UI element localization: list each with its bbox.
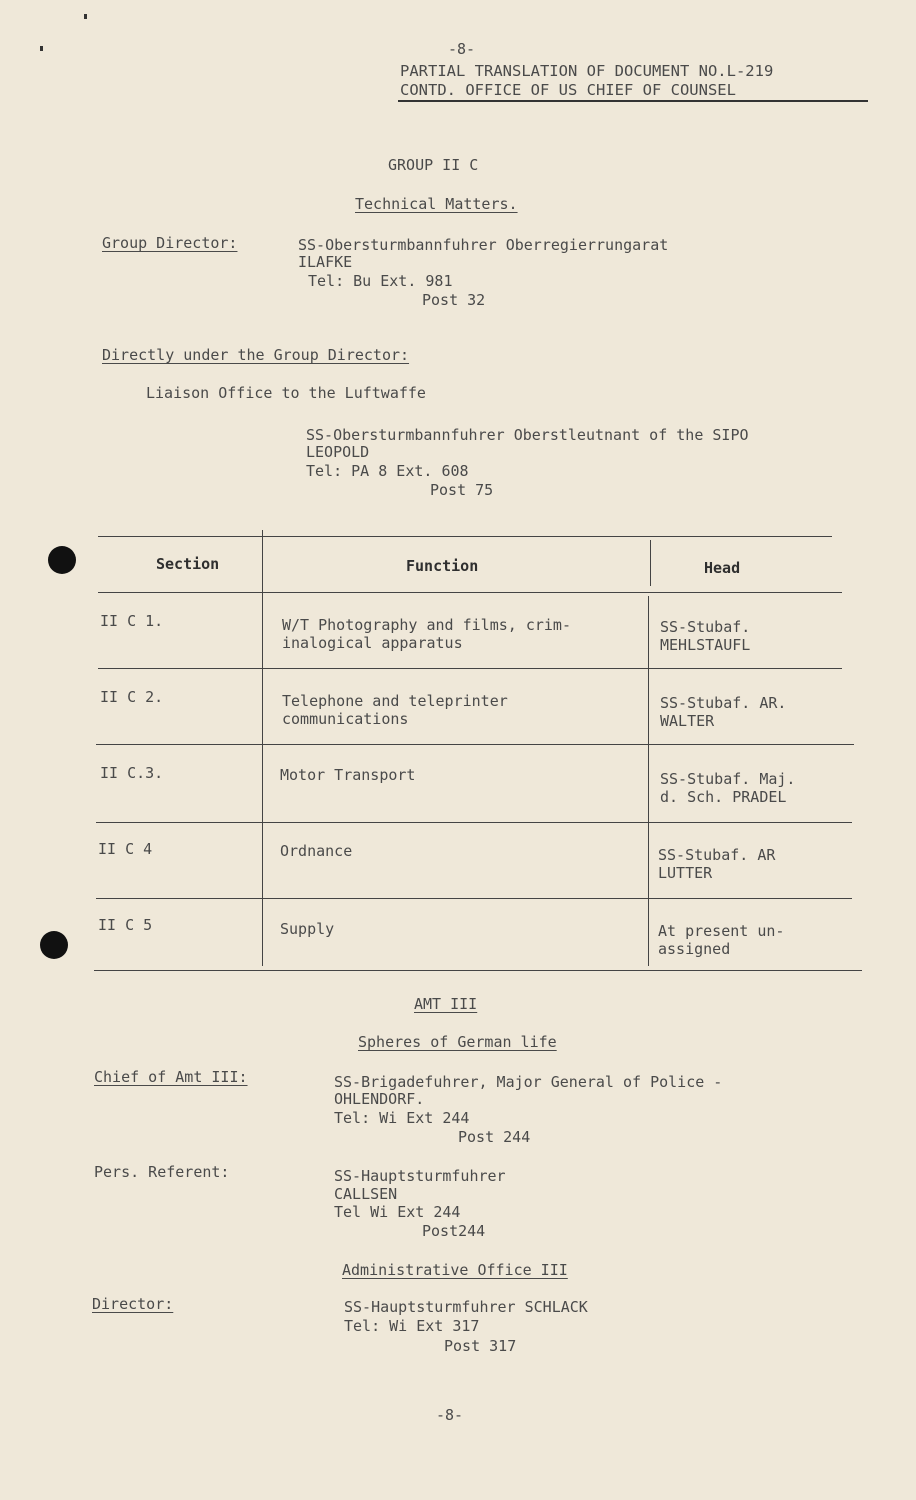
row-section: II C 1. <box>100 612 164 630</box>
header-page-number: -8- <box>448 40 476 58</box>
row-head: At present un- <box>658 922 785 940</box>
group-title: GROUP II C <box>388 156 479 174</box>
row-section: II C 4 <box>98 840 153 858</box>
row-function: Supply <box>280 920 335 938</box>
row-head: SS-Stubaf. AR. <box>660 694 787 712</box>
group-director-label: Group Director: <box>102 234 238 252</box>
table-rule <box>96 822 852 823</box>
row-function: Ordnance <box>280 842 353 860</box>
amt-chief-post: Post 244 <box>458 1128 531 1146</box>
admin-director-label: Director: <box>92 1295 174 1313</box>
amt-pers-post: Post244 <box>422 1222 486 1240</box>
liaison-office: Liaison Office to the Luftwaffe <box>146 384 426 402</box>
amt-chief-label: Chief of Amt III: <box>94 1068 248 1086</box>
table-rule-bottom <box>94 970 862 971</box>
amt-pers-label: Pers. Referent: <box>94 1163 230 1181</box>
amt-subtitle: Spheres of German life <box>358 1033 557 1051</box>
amt-pers-tel: Tel Wi Ext 244 <box>334 1203 461 1221</box>
directly-heading: Directly under the Group Director: <box>102 346 410 364</box>
row-section: II C 2. <box>100 688 164 706</box>
row-function: Motor Transport <box>280 766 416 784</box>
table-col-divider <box>650 540 651 586</box>
footer-page-number: -8- <box>436 1406 464 1424</box>
table-rule <box>96 898 852 899</box>
liaison-tel: Tel: PA 8 Ext. 608 <box>306 462 469 480</box>
row-function: inalogical apparatus <box>282 634 463 652</box>
liaison-rank: SS-Obersturmbannfuhrer Oberstleutnant of the SIPO <box>306 426 749 444</box>
amt-pers-rank: SS-Hauptsturmfuhrer <box>334 1167 506 1185</box>
group-director-post: Post 32 <box>422 291 486 309</box>
row-section: II C 5 <box>98 916 153 934</box>
row-head: SS-Stubaf. AR <box>658 846 776 864</box>
header-rule <box>398 100 868 102</box>
group-subtitle: Technical Matters. <box>355 195 518 213</box>
row-head: d. Sch. PRADEL <box>660 788 787 806</box>
punch-hole-bottom <box>40 931 68 959</box>
row-head: LUTTER <box>658 864 713 882</box>
row-function: W/T Photography and films, crim- <box>282 616 571 634</box>
admin-director-rank: SS-Hauptsturmfuhrer SCHLACK <box>344 1298 588 1316</box>
table-col-divider <box>648 596 649 966</box>
table-rule <box>98 668 842 669</box>
header-office: CONTD. OFFICE OF US CHIEF OF COUNSEL <box>400 81 736 99</box>
table-rule-top <box>98 536 832 537</box>
header-function: Function <box>406 557 479 575</box>
liaison-post: Post 75 <box>430 481 494 499</box>
header-section: Section <box>156 555 220 573</box>
row-head: WALTER <box>660 712 715 730</box>
liaison-name: LEOPOLD <box>306 443 370 461</box>
row-head: SS-Stubaf. <box>660 618 751 636</box>
row-head: MEHLSTAUFL <box>660 636 751 654</box>
speck-mark <box>84 14 87 19</box>
speck-mark <box>40 46 43 51</box>
punch-hole-top <box>48 546 76 574</box>
table-rule <box>98 592 842 593</box>
row-function: communications <box>282 710 409 728</box>
group-director-tel: Tel: Bu Ext. 981 <box>308 272 453 290</box>
row-section: II C.3. <box>100 764 164 782</box>
admin-director-post: Post 317 <box>444 1337 517 1355</box>
row-head: SS-Stubaf. Maj. <box>660 770 796 788</box>
table-col-divider <box>262 530 263 966</box>
amt-title: AMT III <box>414 995 478 1013</box>
header-head: Head <box>704 559 741 577</box>
amt-chief-rank: SS-Brigadefuhrer, Major General of Police - <box>334 1073 723 1091</box>
amt-chief-tel: Tel: Wi Ext 244 <box>334 1109 470 1127</box>
amt-pers-name: CALLSEN <box>334 1185 398 1203</box>
group-director-rank: SS-Obersturmbannfuhrer Oberregierrungarat <box>298 236 669 254</box>
admin-director-tel: Tel: Wi Ext 317 <box>344 1317 480 1335</box>
header-doc-title: PARTIAL TRANSLATION OF DOCUMENT NO.L-219 <box>400 62 774 80</box>
admin-office-heading: Administrative Office III <box>342 1261 568 1279</box>
table-rule <box>96 744 854 745</box>
amt-chief-name: OHLENDORF. <box>334 1090 425 1108</box>
group-director-name: ILAFKE <box>298 253 353 271</box>
row-function: Telephone and teleprinter <box>282 692 508 710</box>
row-head: assigned <box>658 940 731 958</box>
